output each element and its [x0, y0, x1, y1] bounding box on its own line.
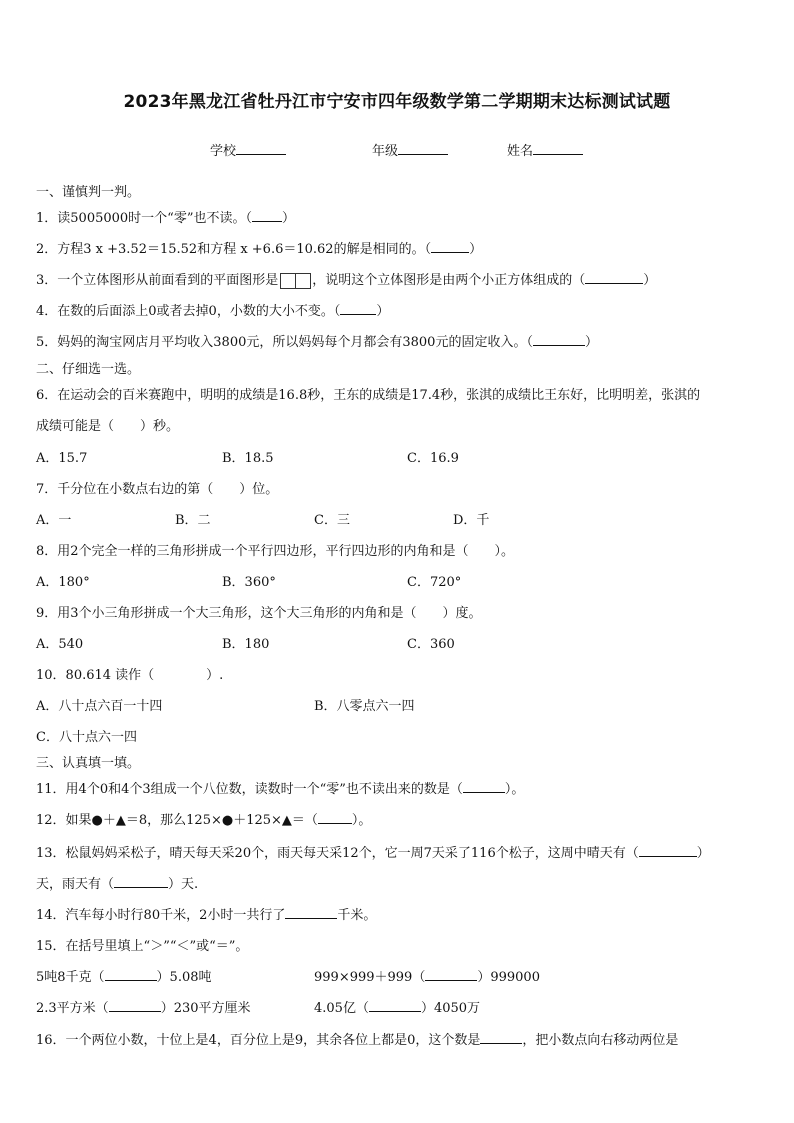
answer-blank[interactable] [285, 906, 337, 919]
question-6-line1: 6．在运动会的百米赛跑中，明明的成绩是16.8秒，王东的成绩是17.4秒，张淇的成绩比王东好，比明明差，张淇的 [36, 388, 701, 403]
option-d[interactable]: D．千 [453, 513, 490, 528]
option-b[interactable]: B．180 [222, 637, 270, 652]
answer-blank[interactable] [533, 333, 585, 346]
school-label: 学校 [210, 144, 237, 159]
question-2: 2．方程3 x +3.52＝15.52和方程 x +6.6＝10.62的解是相同的。（ ） [36, 242, 483, 257]
name-field [507, 140, 583, 159]
section-heading: 二、仔细选一选。 [36, 362, 141, 377]
name-blank[interactable] [533, 142, 583, 155]
question-10: 10．80.614 读作（ ）. [36, 668, 224, 683]
option-b[interactable]: B．二 [175, 513, 211, 528]
question-13-line2: 天，雨天有（ ）天. [36, 877, 199, 892]
option-c[interactable]: C．360 [407, 637, 455, 652]
answer-blank[interactable] [318, 811, 352, 824]
name-label: 姓名 [507, 144, 534, 159]
question-1: 1．读5005000时一个“零”也不读。（ ） [36, 211, 295, 226]
question-7: 7．千分位在小数点右边的第（ ）位。 [36, 482, 279, 497]
answer-blank[interactable] [109, 999, 161, 1012]
option-a[interactable]: A．540 [36, 637, 84, 652]
option-b[interactable]: B．360° [222, 575, 276, 590]
option-a[interactable]: A．一 [36, 513, 72, 528]
option-c[interactable]: C．八十点六一四 [36, 730, 137, 745]
option-c[interactable]: C．三 [314, 513, 350, 528]
grade-field [372, 140, 448, 159]
answer-blank[interactable] [480, 1031, 522, 1044]
question-6-line2: 成绩可能是（ ）秒。 [36, 419, 180, 434]
compare-item: 5吨8千克（ ）5.08吨 [36, 970, 212, 985]
question-8: 8．用2个完全一样的三角形拼成一个平行四边形，平行四边形的内角和是（ ）。 [36, 544, 515, 559]
page-title: 2023年黑龙江省牡丹江市宁安市四年级数学第二学期期末达标测试试题 [123, 92, 671, 112]
question-9: 9．用3个小三角形拼成一个大三角形，这个大三角形的内角和是（ ）度。 [36, 606, 482, 621]
question-12: 12．如果●＋▲＝8，那么125×●＋125×▲＝（ ）。 [36, 813, 372, 828]
question-15: 15．在括号里填上“＞”“＜”或“＝”。 [36, 939, 249, 954]
section-heading: 三、认真填一填。 [36, 756, 141, 771]
grade-blank[interactable] [398, 142, 448, 155]
answer-blank[interactable] [585, 271, 643, 284]
school-blank[interactable] [236, 142, 286, 155]
option-b[interactable]: B．八零点六一四 [314, 699, 415, 714]
answer-blank[interactable] [252, 209, 282, 222]
question-14: 14．汽车每小时行80千米，2小时一共行了 千米。 [36, 908, 377, 923]
answer-blank[interactable] [369, 999, 421, 1012]
question-5: 5．妈妈的淘宝网店月平均收入3800元，所以妈妈每个月都会有3800元的固定收入。（ ） [36, 335, 598, 350]
compare-item: 2.3平方米（ ）230平方厘米 [36, 1001, 251, 1016]
answer-blank[interactable] [425, 968, 477, 981]
question-3: 3．一个立体图形从前面看到的平面图形是 ，说明这个立体图形是由两个小正方体组成的（ ） [36, 273, 657, 288]
answer-blank[interactable] [340, 302, 376, 315]
two-squares-figure [280, 273, 310, 289]
option-b[interactable]: B．18.5 [222, 451, 274, 466]
question-16: 16．一个两位小数，十位上是4，百分位上是9，其余各位上都是0，这个数是 ，把小数点向右移动两位是 [36, 1033, 679, 1048]
answer-blank[interactable] [431, 240, 469, 253]
compare-item: 999×999＋999（ ）999000 [314, 970, 540, 985]
option-c[interactable]: C．16.9 [407, 451, 459, 466]
school-field [210, 140, 286, 159]
question-4: 4．在数的后面添上0或者去掉0，小数的大小不变。（ ） [36, 304, 390, 319]
option-a[interactable]: A．15.7 [36, 451, 88, 466]
question-11: 11．用4个0和4个3组成一个八位数，读数时一个“零”也不读出来的数是（ ）。 [36, 782, 525, 797]
grade-label: 年级 [372, 144, 399, 159]
compare-item: 4.05亿（ ）4050万 [314, 1001, 481, 1016]
answer-blank[interactable] [463, 780, 505, 793]
option-a[interactable]: A．180° [36, 575, 90, 590]
option-c[interactable]: C．720° [407, 575, 462, 590]
section-heading: 一、谨慎判一判。 [36, 185, 141, 200]
answer-blank[interactable] [639, 844, 697, 857]
answer-blank[interactable] [114, 875, 168, 888]
option-a[interactable]: A．八十点六百一十四 [36, 699, 163, 714]
question-13-line1: 13．松鼠妈妈采松子，晴天每天采20个，雨天每天采12个，它一周7天采了116个松子，这周中晴天有（ ） [36, 846, 710, 861]
answer-blank[interactable] [105, 968, 157, 981]
